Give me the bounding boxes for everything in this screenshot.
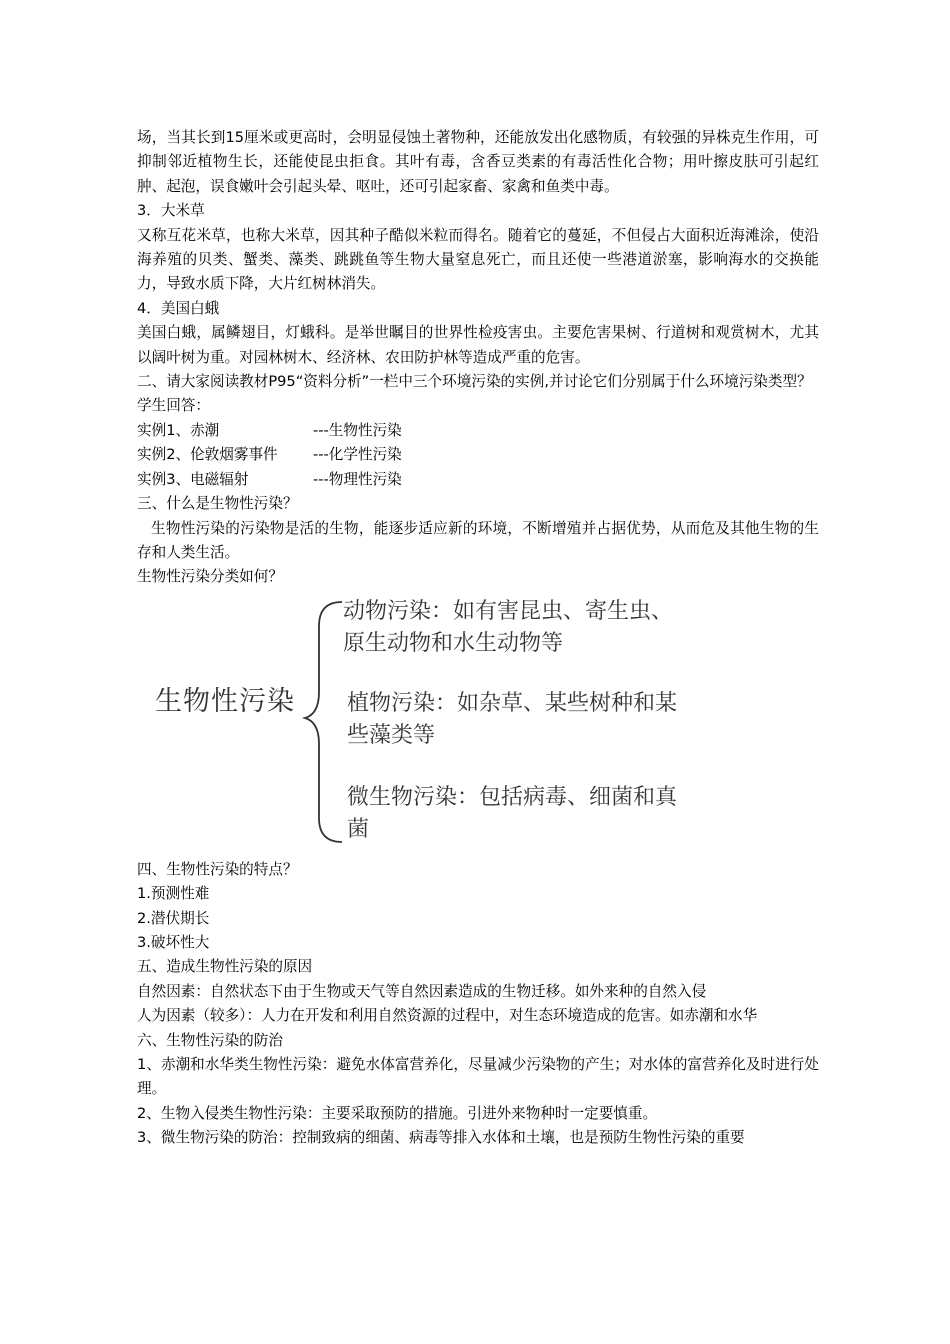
feature-item: 1.预测性难: [137, 885, 210, 903]
cause-human: 人为因素（较多）：人力在开发和利用自然资源的过程中，对生态环境造成的危害。如赤潮和水华: [137, 1007, 758, 1025]
cause-natural: 自然因素：自然状态下由于生物或天气等自然因素造成的生物迁移。如外来种的自然入侵: [137, 982, 707, 1000]
student-answer-label: 学生回答：: [137, 397, 210, 415]
example-name: 实例1、赤潮: [137, 421, 220, 439]
document-body: [137, 126, 819, 1151]
example-type: ---生物性污染: [313, 421, 402, 439]
diagram-root: 生物性污染: [155, 685, 295, 717]
section-3-title: 三、什么是生物性污染？: [137, 495, 298, 513]
example-row: [137, 419, 819, 443]
prevention-item: 3、微生物污染的防治：控制致病的细菌、病毒等排入水体和土壤，也是预防生物性污染的重要: [137, 1129, 745, 1147]
heading-fall-webworm: 4．美国白蛾: [137, 299, 220, 317]
section-3-question: 生物性污染分类如何？: [137, 568, 283, 586]
feature-item: 3.破坏性大: [137, 933, 210, 951]
paragraph-fireweed-toxicity: 场，当其长到15厘米或更高时，会明显侵蚀土著物种，还能放发出化感物质，有较强的异株克生作用，可抑制邻近植物生长，还能使昆虫拒食。其叶有毒，含香豆类素的有毒活性化合物；用叶擦皮肤可引起红肿、起泡，误食嫩叶会引起头晕、呕吐，还可引起家畜、家禽和鱼类中毒。: [137, 129, 819, 195]
section-2-question: 二、请大家阅读教材P95“资料分析”一栏中三个环境污染的实例,并讨论它们分别属于什么环境污染类型？: [137, 373, 812, 391]
paragraph-fall-webworm: 美国白蛾，属鳞翅目，灯蛾科。是举世瞩目的世界性检疫害虫。主要危害果树、行道树和观赏树木，尤其以阔叶树为重。对园林树木、经济林、农田防护林等造成严重的危害。: [137, 324, 819, 366]
prevention-item: 2、生物入侵类生物性污染：主要采取预防的措施。引进外来物种时一定要慎重。: [137, 1104, 658, 1122]
paragraph-spartina: 又称互花米草，也称大米草，因其种子酷似米粒而得名。随着它的蔓延，不但侵占大面积近海滩涂，使沿海养殖的贝类、蟹类、藻类、跳跳鱼等生物大量窒息死亡，而且还使一些港道淤塞，影响海水的交换能力，导致水质下降，大片红树林消失。: [137, 226, 819, 293]
section-6-title: 六、生物性污染的防治: [137, 1031, 283, 1049]
prevention-item: 1、赤潮和水华类生物性污染：避免水体富营养化，尽量减少污染物的产生；对水体的富营养化及时进行处理。: [137, 1055, 819, 1098]
diagram-branch-animal: 动物污染：如有害昆虫、寄生虫、原生动物和水生动物等: [343, 598, 674, 656]
example-row: [137, 443, 819, 467]
example-row: [137, 468, 819, 492]
diagram-branch-plant: 植物污染：如杂草、某些树种和某些藻类等: [347, 690, 678, 748]
example-name: 实例3、电磁辐射: [137, 470, 249, 488]
feature-item: 2.潜伏期长: [137, 909, 210, 927]
example-type: ---化学性污染: [313, 446, 402, 464]
example-type: ---物理性污染: [313, 470, 402, 488]
classification-diagram: [137, 592, 819, 854]
diagram-branch-microbe: 微生物污染：包括病毒、细菌和真菌: [347, 784, 678, 842]
section-3-definition: 生物性污染的污染物是活的生物，能逐步适应新的环境，不断增殖并占据优势，从而危及其他生物的生存和人类生活。: [137, 519, 819, 561]
heading-spartina: 3．大米草: [137, 202, 205, 220]
section-4-title: 四、生物性污染的特点？: [137, 860, 298, 878]
section-5-title: 五、造成生物性污染的原因: [137, 958, 313, 976]
example-name: 实例2、伦敦烟雾事件: [137, 446, 278, 464]
